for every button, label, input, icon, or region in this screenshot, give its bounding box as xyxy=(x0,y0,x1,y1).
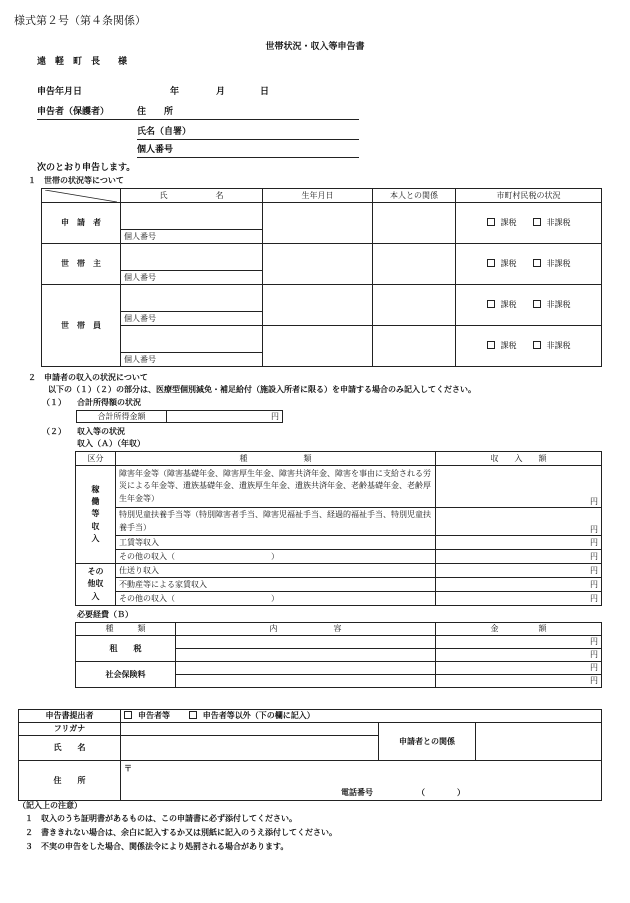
year-label: 年 xyxy=(170,87,180,97)
address-underline[interactable] xyxy=(37,119,359,120)
relation-field[interactable] xyxy=(476,723,602,761)
expense-content-cell[interactable] xyxy=(176,662,436,675)
applicant-number-label: 個人番号 xyxy=(137,145,174,155)
expense-content-cell[interactable] xyxy=(176,675,436,688)
page-title: 世帯状況・収入等申告書 xyxy=(265,42,365,52)
income-amount[interactable]: 円 xyxy=(436,466,602,508)
row-head: 世 帯 主 xyxy=(42,244,121,285)
note-item: １ 収入のうち証明書があるものは、この申請書に必ず添付してください。 xyxy=(25,814,297,823)
expense-amount[interactable]: 円 xyxy=(436,662,602,675)
day-label: 日 xyxy=(260,87,270,97)
sub2-num: （２） xyxy=(42,427,66,436)
expense-amount[interactable]: 円 xyxy=(436,675,602,688)
submitter-address-field[interactable] xyxy=(121,761,602,801)
income-type: 工賃等収入 xyxy=(116,536,436,550)
checkbox-icon[interactable] xyxy=(533,300,541,308)
income-type: その他の収入（ ） xyxy=(116,592,436,606)
expense-type: 社会保険料 xyxy=(76,662,176,688)
section2-note: 以下の（１）（２）の部分は、医療型個別減免・補足給付（施設入所者に限る）を申請する場合のみ記入してください。 xyxy=(48,385,476,394)
head-relation-cell[interactable] xyxy=(373,244,456,285)
section1-heading: １ 世帯の状況等について xyxy=(28,176,124,185)
id-label: 個人番号 xyxy=(121,230,263,244)
amount-header: 収 入 額 xyxy=(436,452,602,466)
household-table xyxy=(41,188,602,367)
expense-content-cell[interactable] xyxy=(176,636,436,649)
expense-type-header: 種 類 xyxy=(76,623,176,636)
name-header: 氏 名 xyxy=(121,189,263,203)
submitter-table xyxy=(18,709,602,801)
expense-amount-header: 金 額 xyxy=(436,623,602,636)
number-underline[interactable] xyxy=(137,157,359,158)
submitter-name-field[interactable] xyxy=(121,736,379,761)
member1-tax-cell[interactable]: 課税 非課税 xyxy=(456,285,602,326)
id-label: 個人番号 xyxy=(121,312,263,326)
checkbox-icon[interactable] xyxy=(487,300,495,308)
income-amount[interactable]: 円 xyxy=(436,578,602,592)
note-item: ２ 書ききれない場合は、余白に記入するか又は別紙に記入のうえ添付してください。 xyxy=(25,828,337,837)
checkbox-icon[interactable] xyxy=(124,711,132,719)
month-label: 月 xyxy=(216,87,226,97)
expense-title: 必要経費（Ｂ） xyxy=(77,610,133,619)
section2-heading: ２ 申請者の収入の状況について xyxy=(28,373,148,382)
income-amount[interactable]: 円 xyxy=(436,564,602,578)
member2-relation-cell[interactable] xyxy=(373,326,456,367)
head-name-cell[interactable] xyxy=(121,244,263,271)
member1-relation-cell[interactable] xyxy=(373,285,456,326)
expense-content-cell[interactable] xyxy=(176,649,436,662)
applicant-address-label: 住 所 xyxy=(137,107,174,117)
submitter-options[interactable]: 申告者等 申告者等以外（下の欄に記入） xyxy=(121,710,602,723)
member1-name-cell[interactable] xyxy=(121,285,263,312)
relation-header: 本人との関係 xyxy=(373,189,456,203)
addressee: 遠 軽 町 長 様 xyxy=(37,57,128,67)
income-title: 収入（Ａ）（年収） xyxy=(77,439,145,448)
income-type: 特別児童扶養手当等（特別障害者手当、障害児福祉手当、経過的福祉手当、特別児童扶養手当） xyxy=(116,508,436,536)
note-item: ３ 不実の申告をした場合、関係法令により処罰される場合があります。 xyxy=(25,842,289,851)
income-type: 不動産等による家賃収入 xyxy=(116,578,436,592)
sub1-heading: 合計所得額の状況 xyxy=(77,398,141,407)
phone-label: 電話番号 （ ） xyxy=(341,788,465,798)
earned-income-label: 稼働等収入 xyxy=(76,466,116,564)
type-header: 種 類 xyxy=(116,452,436,466)
row-applicant: 申 請 者 xyxy=(42,203,121,244)
checkbox-icon[interactable] xyxy=(487,259,495,267)
tax-header: 市町村民税の状況 xyxy=(456,189,602,203)
total-income-label: 合計所得金額 xyxy=(77,411,167,423)
applicant-label: 申告者（保護者） xyxy=(37,107,110,117)
sub2-heading: 収入等の状況 xyxy=(77,427,125,436)
relation-label: 申請者との関係 xyxy=(379,723,476,761)
member2-birth-cell[interactable] xyxy=(263,326,373,367)
member2-name-cell[interactable] xyxy=(121,326,263,353)
member1-birth-cell[interactable] xyxy=(263,285,373,326)
checkbox-icon[interactable] xyxy=(189,711,197,719)
birth-header: 生年月日 xyxy=(263,189,373,203)
expense-amount[interactable]: 円 xyxy=(436,649,602,662)
form-code: 様式第２号（第４条関係） xyxy=(14,14,146,27)
total-income-value[interactable]: 円 xyxy=(167,411,283,423)
name-underline[interactable] xyxy=(137,139,359,140)
income-total-table xyxy=(76,410,283,423)
income-table xyxy=(75,451,602,606)
applicant-tax-cell[interactable]: 課税 非課税 xyxy=(456,203,602,244)
head-tax-cell[interactable]: 課税 非課税 xyxy=(456,244,602,285)
furigana-label: フリガナ xyxy=(19,723,121,736)
postal-mark: 〒 xyxy=(124,764,132,773)
applicant-name-cell[interactable] xyxy=(121,203,263,230)
applicant-birth-cell[interactable] xyxy=(263,203,373,244)
date-label: 申告年月日 xyxy=(37,87,83,97)
sub1-num: （１） xyxy=(42,398,66,407)
income-type: 仕送り収入 xyxy=(116,564,436,578)
submitter-name-label: 氏 名 xyxy=(19,736,121,761)
income-type: その他の収入（ ） xyxy=(116,550,436,564)
row-member: 世 帯 員 xyxy=(42,285,121,367)
income-type: 障害年金等（障害基礎年金、障害厚生年金、障害共済年金、障害を事由に支給される労災による年金等、遺族基礎年金、遺族厚生年金、遺族共済年金、老齢基礎年金、老齢厚生年金等） xyxy=(116,466,436,508)
other-income-label: その他収入 xyxy=(76,564,116,606)
submitter-label: 申告書提出者 xyxy=(19,710,121,723)
expense-content-header: 内 容 xyxy=(176,623,436,636)
id-label: 個人番号 xyxy=(121,353,263,367)
expense-table xyxy=(75,622,602,688)
intro-text: 次のとおり申告します。 xyxy=(37,163,136,173)
cat-header: 区分 xyxy=(76,452,116,466)
expense-amount[interactable]: 円 xyxy=(436,636,602,649)
member2-tax-cell[interactable]: 課税 非課税 xyxy=(456,326,602,367)
submitter-address-label: 住 所 xyxy=(19,761,121,801)
applicant-name-label: 氏名（自署） xyxy=(137,127,192,137)
checkbox-icon[interactable] xyxy=(487,341,495,349)
expense-type: 租 税 xyxy=(76,636,176,662)
head-birth-cell[interactable] xyxy=(263,244,373,285)
applicant-relation-cell[interactable] xyxy=(373,203,456,244)
furigana-field[interactable] xyxy=(121,723,379,736)
id-label: 個人番号 xyxy=(121,271,263,285)
checkbox-icon[interactable] xyxy=(533,341,541,349)
income-amount[interactable]: 円 xyxy=(436,508,602,536)
checkbox-icon[interactable] xyxy=(487,218,495,226)
notes-heading: （記入上の注意） xyxy=(18,801,82,810)
diagonal-cell xyxy=(42,189,121,203)
income-amount[interactable]: 円 xyxy=(436,592,602,606)
income-amount[interactable]: 円 xyxy=(436,536,602,550)
checkbox-icon[interactable] xyxy=(533,259,541,267)
income-amount[interactable]: 円 xyxy=(436,550,602,564)
checkbox-icon[interactable] xyxy=(533,218,541,226)
